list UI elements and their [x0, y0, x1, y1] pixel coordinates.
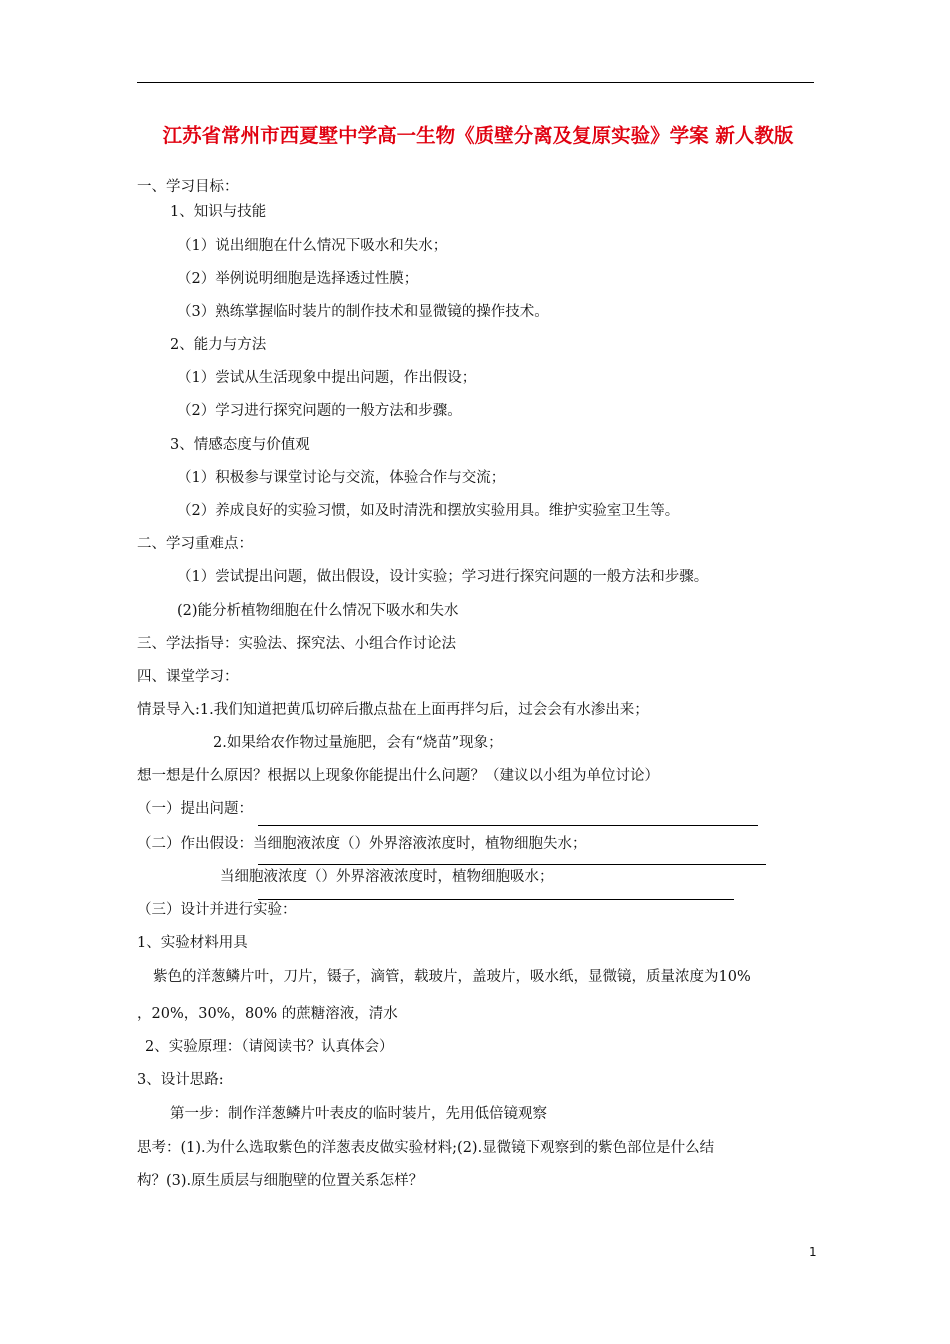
hypothesis-line-1: （二）作出假设：当细胞液浓度（）外界溶液浓度时，植物细胞失水； [137, 836, 587, 852]
ability-item-2: （2）学习进行探究问题的一般方法和步骤。 [177, 403, 462, 419]
answer-blank-line-3 [258, 899, 734, 900]
think-prompt: 想一想是什么原因？根据以上现象你能提出什么问题？（建议以小组为单位讨论） [137, 768, 659, 784]
answer-blank-line-2 [258, 864, 766, 865]
hypothesis-line-2: 当细胞液浓度（）外界溶液浓度时，植物细胞吸水； [220, 869, 554, 885]
subsection-ability: 2、能力与方法 [170, 337, 267, 353]
knowledge-item-1: （1）说出细胞在什么情况下吸水和失水； [177, 238, 448, 254]
think-question-1: 思考：(1).为什么选取紫色的洋葱表皮做实验材料;(2).显微镜下观察到的紫色部位是什么结 [137, 1140, 715, 1156]
principle-heading: 2、实验原理：（请阅读书？认真体会） [145, 1039, 394, 1055]
section-2-heading: 二、学习重难点： [137, 536, 253, 552]
materials-list-2: ，20%，30%，80% 的蔗糖溶液，清水 [137, 1006, 398, 1022]
scenario-intro-1: 情景导入:1.我们知道把黄瓜切碎后撒点盐在上面再拌匀后，过会会有水渗出来； [137, 702, 649, 718]
section-3-heading: 三、学法指导：实验法、探究法、小组合作讨论法 [137, 636, 456, 652]
page-number: 1 [809, 1245, 817, 1259]
knowledge-item-2: （2）举例说明细胞是选择透过性膜； [177, 271, 419, 287]
design-idea-heading: 3、设计思路: [137, 1072, 224, 1088]
raise-question-label: （一）提出问题： [137, 801, 253, 817]
scenario-intro-2: 2.如果给农作物过量施肥，会有“烧苗”现象； [213, 735, 503, 751]
subsection-knowledge: 1、知识与技能 [170, 204, 267, 220]
step-one: 第一步：制作洋葱鳞片叶表皮的临时装片，先用低倍镜观察 [170, 1106, 547, 1122]
section-4-heading: 四、课堂学习： [137, 669, 239, 685]
attitude-item-1: （1）积极参与课堂讨论与交流，体验合作与交流； [177, 470, 506, 486]
key-point-1: （1）尝试提出问题，做出假设，设计实验；学习进行探究问题的一般方法和步骤。 [177, 569, 709, 585]
header-rule [137, 82, 814, 83]
answer-blank-line-1 [258, 825, 758, 826]
think-question-2: 构？(3).原生质层与细胞壁的位置关系怎样？ [137, 1173, 424, 1189]
key-point-2: (2)能分析植物细胞在什么情况下吸水和失水 [177, 603, 459, 619]
section-1-heading: 一、学习目标： [137, 179, 239, 195]
materials-heading: 1、实验材料用具 [137, 935, 248, 951]
knowledge-item-3: （3）熟练掌握临时装片的制作技术和显微镜的操作技术。 [177, 304, 549, 320]
ability-item-1: （1）尝试从生活现象中提出问题，作出假设； [177, 370, 477, 386]
attitude-item-2: （2）养成良好的实验习惯，如及时清洗和摆放实验用具。维护实验室卫生等。 [177, 503, 680, 519]
design-experiment-label: （三）设计并进行实验： [137, 902, 297, 918]
materials-list-1: 紫色的洋葱鳞片叶，刀片，镊子，滴管，载玻片，盖玻片，吸水纸，显微镜，质量浓度为10% [153, 969, 751, 985]
subsection-attitude: 3、情感态度与价值观 [170, 437, 310, 453]
document-title: 江苏省常州市西夏墅中学高一生物《质壁分离及复原实验》学案 新人教版 [162, 124, 794, 147]
